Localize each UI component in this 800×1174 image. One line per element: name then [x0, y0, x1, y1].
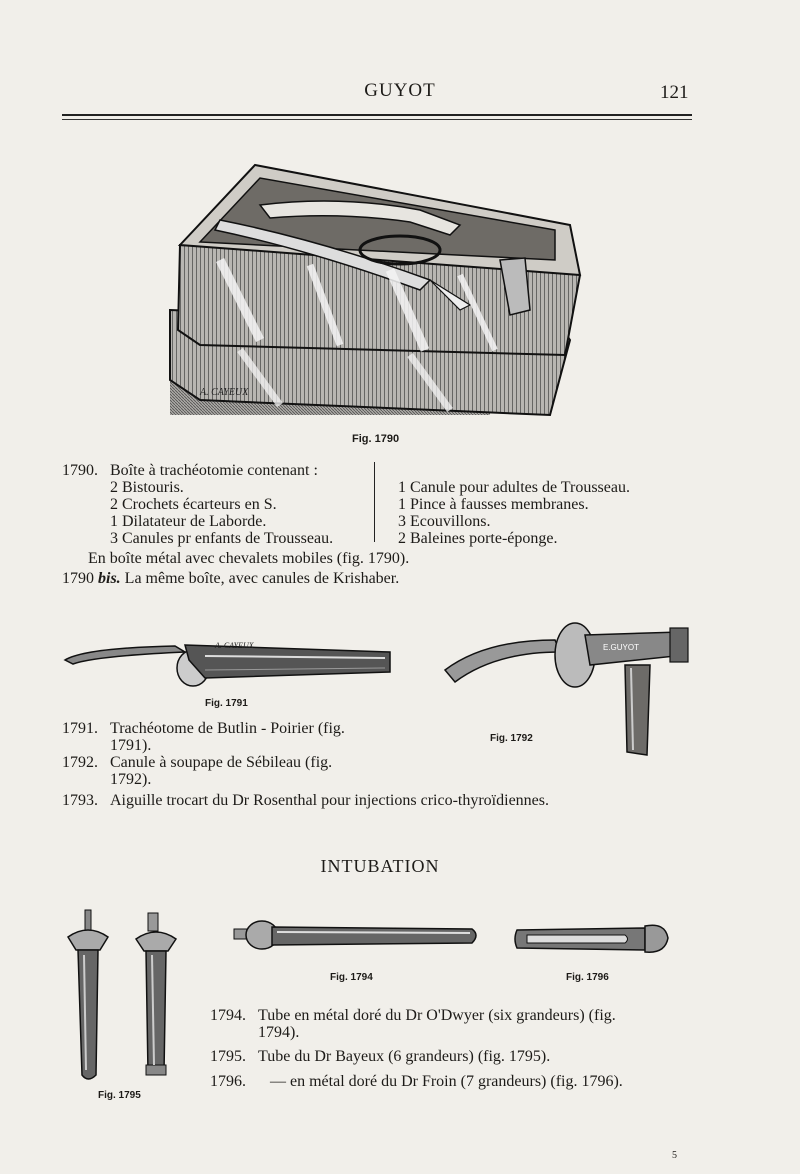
- entry-1793-text: Aiguille trocart du Dr Rosenthal pour injections crico-thyroïdiennes.: [110, 792, 549, 809]
- svg-text:E.GUYOT: E.GUYOT: [603, 643, 640, 652]
- entry-1790-left-item: 2 Crochets écarteurs en S.: [110, 496, 277, 513]
- fig-1795-bayeux-tubes-illustration: [60, 905, 190, 1085]
- fig-1796-caption: Fig. 1796: [566, 972, 609, 983]
- fig-1795-caption: Fig. 1795: [98, 1090, 141, 1101]
- entry-1796-text: — en métal doré du Dr Froin (7 grandeurs) (fig. 1796).: [270, 1073, 623, 1090]
- entry-1791-number: 1791.: [62, 720, 98, 737]
- fig-1794-caption: Fig. 1794: [330, 972, 373, 983]
- entry-1795-text: Tube du Dr Bayeux (6 grandeurs) (fig. 1795).: [258, 1048, 551, 1065]
- entry-1792-number: 1792.: [62, 754, 98, 771]
- header-rule: [62, 114, 692, 116]
- entry-1790-right-item: 3 Ecouvillons.: [398, 513, 491, 530]
- entry-1792-text-cont: 1792).: [110, 771, 152, 788]
- fig-1790-caption: Fig. 1790: [352, 433, 400, 445]
- fig-1794-odwyer-tube-illustration: [232, 915, 482, 955]
- entry-1790-left-item: 1 Dilatateur de Laborde.: [110, 513, 267, 530]
- entry-1790bis-number: 1790 bis. La même boîte, avec canules de Krishaber.: [62, 570, 400, 587]
- page-number: 121: [660, 82, 689, 103]
- entry-1790-right-item: 1 Canule pour adultes de Trousseau.: [398, 479, 630, 496]
- column-divider: [374, 462, 375, 542]
- svg-text:A. CAYEUX: A. CAYEUX: [215, 641, 254, 650]
- entry-1790-number: 1790.: [62, 462, 98, 479]
- fig-1792-cannula-illustration: [445, 610, 695, 760]
- entry-1790-note: En boîte métal avec chevalets mobiles (fig. 1790).: [88, 550, 410, 567]
- entry-1790-left-item: 3 Canules pr enfants de Trousseau.: [110, 530, 334, 547]
- entry-1796-number: 1796.: [210, 1073, 246, 1090]
- entry-1792-text: Canule à soupape de Sébileau (fig.: [110, 754, 333, 771]
- entry-1793-number: 1793.: [62, 792, 98, 809]
- header-rule-thin: [62, 119, 692, 120]
- entry-1795-number: 1795.: [210, 1048, 246, 1065]
- entry-1791-text: Trachéotome de Butlin - Poirier (fig.: [110, 720, 345, 737]
- footer-signature-mark: 5: [672, 1150, 677, 1161]
- section-title: INTUBATION: [320, 856, 440, 876]
- entry-1790-left-item: 2 Bistouris.: [110, 479, 184, 496]
- fig-1791-tracheotome-illustration: [65, 630, 395, 690]
- entry-1790-right-item: 2 Baleines porte-éponge.: [398, 530, 558, 547]
- entry-1794-text-cont: 1794).: [258, 1024, 300, 1041]
- svg-text:A. CAYEUX: A. CAYEUX: [200, 387, 249, 398]
- entry-1794-number: 1794.: [210, 1007, 246, 1024]
- entry-1790-title: Boîte à trachéotomie contenant :: [110, 462, 318, 479]
- entry-1790bis-bis: bis.: [98, 570, 121, 587]
- fig-1796-froin-tube-illustration: [515, 918, 670, 958]
- fig-1792-caption: Fig. 1792: [490, 733, 533, 744]
- entry-1790-right-item: 1 Pince à fausses membranes.: [398, 496, 589, 513]
- entry-1794-text: Tube en métal doré du Dr O'Dwyer (six grandeurs) (fig.: [258, 1007, 616, 1024]
- fig-1790-tracheotomy-box-illustration: [160, 150, 590, 425]
- running-header-title: GUYOT: [364, 80, 436, 101]
- entry-1791-text-cont: 1791).: [110, 737, 152, 754]
- fig-1791-caption: Fig. 1791: [205, 698, 248, 709]
